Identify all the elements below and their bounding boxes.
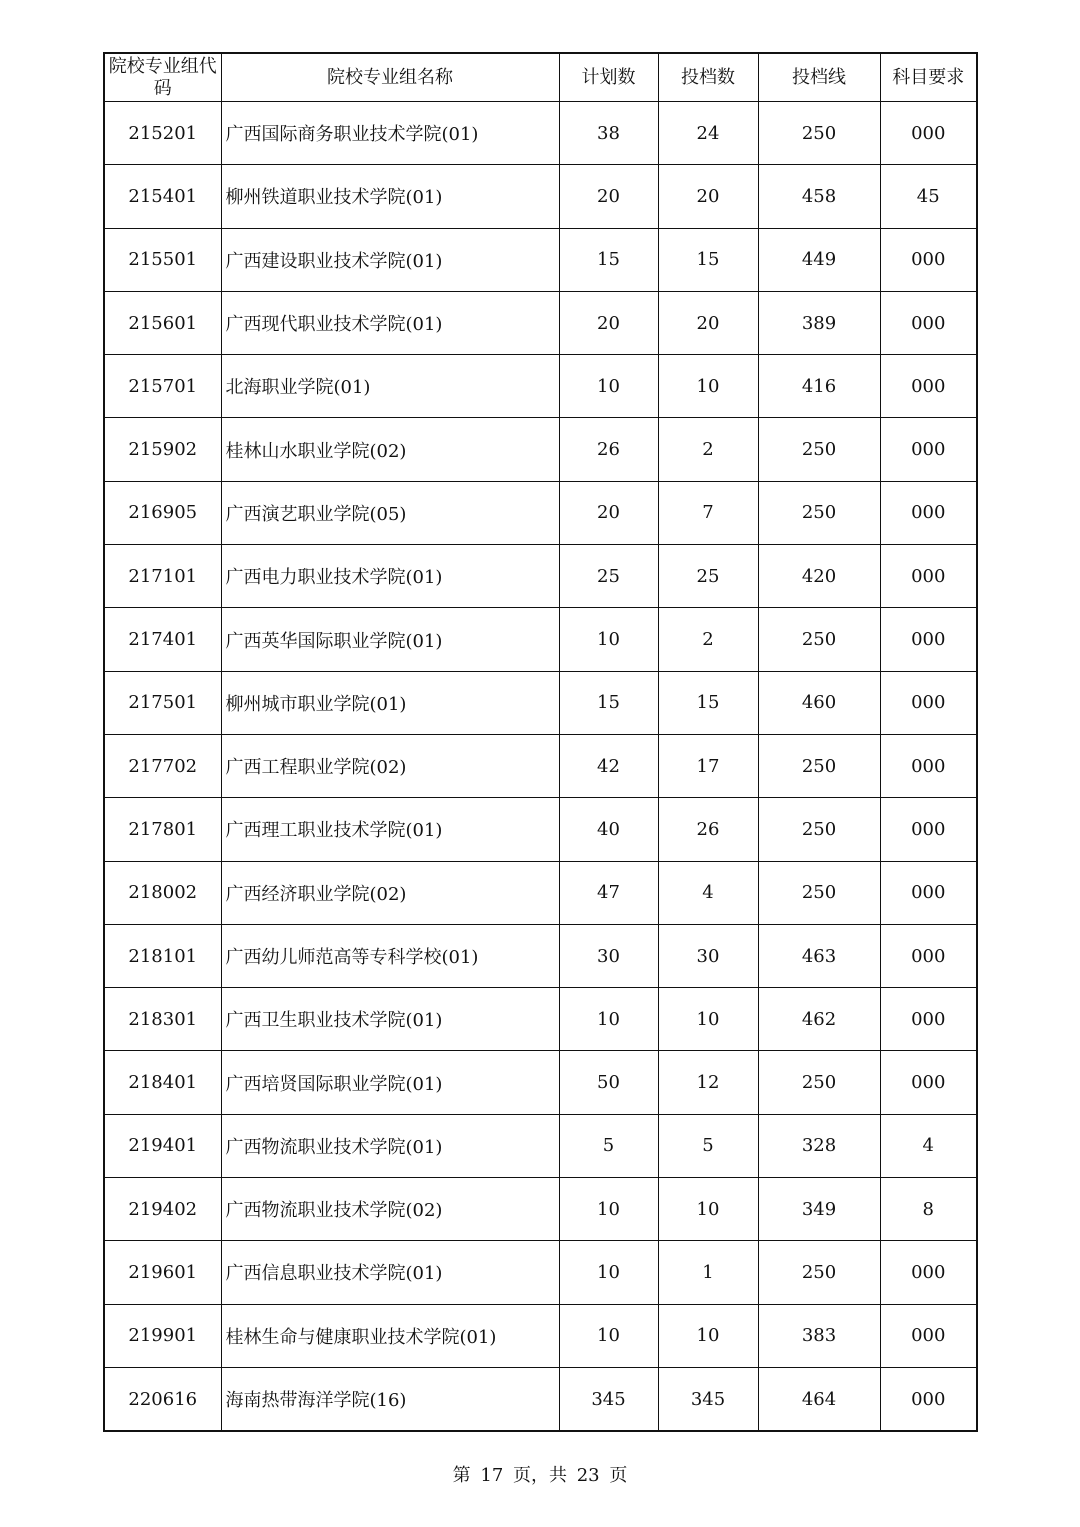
cell-cutoff-score: 250: [758, 608, 880, 671]
cell-cutoff-score: 250: [758, 102, 880, 165]
table-row: [104, 291, 977, 354]
cell-group-code: 218301: [104, 988, 221, 1051]
cell-group-name: 广西英华国际职业学院(01): [221, 608, 559, 671]
cell-group-code: 215701: [104, 355, 221, 418]
cell-group-name: 广西国际商务职业技术学院(01): [221, 102, 559, 165]
cell-subject-req: 000: [880, 102, 977, 165]
cell-filed-count: 15: [658, 228, 758, 291]
cell-plan-count: 50: [559, 1051, 658, 1114]
table-row: [104, 861, 977, 924]
table-row: [104, 1178, 977, 1241]
cell-subject-req: 4: [880, 1114, 977, 1177]
cell-subject-req: 000: [880, 1367, 977, 1431]
cell-plan-count: 15: [559, 228, 658, 291]
header-group-code: 院校专业组代码: [104, 53, 221, 102]
cell-group-code: 219401: [104, 1114, 221, 1177]
cell-cutoff-score: 250: [758, 734, 880, 797]
cell-filed-count: 17: [658, 734, 758, 797]
cell-cutoff-score: 250: [758, 418, 880, 481]
table-row: [104, 924, 977, 987]
cell-subject-req: 45: [880, 165, 977, 228]
cell-group-name: 广西信息职业技术学院(01): [221, 1241, 559, 1304]
cell-plan-count: 5: [559, 1114, 658, 1177]
cell-group-code: 217702: [104, 734, 221, 797]
cell-plan-count: 10: [559, 608, 658, 671]
cell-group-code: 218002: [104, 861, 221, 924]
cell-group-name: 广西卫生职业技术学院(01): [221, 988, 559, 1051]
header-filed-count: 投档数: [658, 53, 758, 102]
cell-subject-req: 000: [880, 1304, 977, 1367]
cell-subject-req: 000: [880, 861, 977, 924]
cell-group-name: 柳州城市职业学院(01): [221, 671, 559, 734]
table-row: [104, 418, 977, 481]
header-cutoff-score: 投档线: [758, 53, 880, 102]
table-row: [104, 165, 977, 228]
cell-filed-count: 10: [658, 1178, 758, 1241]
cell-cutoff-score: 328: [758, 1114, 880, 1177]
table-row: [104, 671, 977, 734]
cell-subject-req: 000: [880, 1051, 977, 1114]
cell-plan-count: 10: [559, 988, 658, 1051]
cell-filed-count: 345: [658, 1367, 758, 1431]
cell-subject-req: 000: [880, 355, 977, 418]
table-row: [104, 1241, 977, 1304]
cell-group-code: 219402: [104, 1178, 221, 1241]
cell-subject-req: 8: [880, 1178, 977, 1241]
cell-group-code: 218101: [104, 924, 221, 987]
cell-group-name: 广西培贤国际职业学院(01): [221, 1051, 559, 1114]
cell-filed-count: 10: [658, 1304, 758, 1367]
cell-filed-count: 20: [658, 291, 758, 354]
cell-subject-req: 000: [880, 924, 977, 987]
table-row: [104, 545, 977, 608]
cell-plan-count: 10: [559, 1241, 658, 1304]
cell-filed-count: 4: [658, 861, 758, 924]
cell-group-name: 广西工程职业学院(02): [221, 734, 559, 797]
table-row: [104, 481, 977, 544]
cell-cutoff-score: 383: [758, 1304, 880, 1367]
table-row: [104, 1304, 977, 1367]
cell-group-code: 215501: [104, 228, 221, 291]
cell-plan-count: 30: [559, 924, 658, 987]
cell-filed-count: 2: [658, 418, 758, 481]
table-row: [104, 228, 977, 291]
cell-group-name: 柳州铁道职业技术学院(01): [221, 165, 559, 228]
cell-cutoff-score: 250: [758, 481, 880, 544]
cell-filed-count: 24: [658, 102, 758, 165]
cell-subject-req: 000: [880, 545, 977, 608]
cell-group-code: 219601: [104, 1241, 221, 1304]
cell-subject-req: 000: [880, 608, 977, 671]
table-row: [104, 734, 977, 797]
cell-group-code: 215201: [104, 102, 221, 165]
cell-group-name: 广西理工职业技术学院(01): [221, 798, 559, 861]
cell-cutoff-score: 349: [758, 1178, 880, 1241]
cell-cutoff-score: 416: [758, 355, 880, 418]
page-footer: 第 17 页，共 23 页: [452, 1465, 628, 1486]
cell-cutoff-score: 250: [758, 1241, 880, 1304]
cell-group-code: 216905: [104, 481, 221, 544]
cell-cutoff-score: 250: [758, 1051, 880, 1114]
cell-subject-req: 000: [880, 228, 977, 291]
cell-group-name: 北海职业学院(01): [221, 355, 559, 418]
cell-filed-count: 12: [658, 1051, 758, 1114]
cell-filed-count: 30: [658, 924, 758, 987]
header-subject-req: 科目要求: [880, 53, 977, 102]
cell-cutoff-score: 420: [758, 545, 880, 608]
cell-group-code: 215601: [104, 291, 221, 354]
table-row: [104, 355, 977, 418]
cell-filed-count: 25: [658, 545, 758, 608]
cell-filed-count: 15: [658, 671, 758, 734]
cell-subject-req: 000: [880, 481, 977, 544]
cell-plan-count: 47: [559, 861, 658, 924]
cell-plan-count: 20: [559, 291, 658, 354]
cell-cutoff-score: 389: [758, 291, 880, 354]
cell-plan-count: 345: [559, 1367, 658, 1431]
cell-group-code: 215401: [104, 165, 221, 228]
header-plan-count: 计划数: [559, 53, 658, 102]
cell-plan-count: 10: [559, 1304, 658, 1367]
cell-subject-req: 000: [880, 671, 977, 734]
table-header-row: [104, 53, 977, 102]
cell-group-code: 217801: [104, 798, 221, 861]
cell-subject-req: 000: [880, 734, 977, 797]
cell-group-code: 219901: [104, 1304, 221, 1367]
cell-group-name: 海南热带海洋学院(16): [221, 1367, 559, 1431]
cell-plan-count: 25: [559, 545, 658, 608]
cell-cutoff-score: 463: [758, 924, 880, 987]
cell-group-name: 广西幼儿师范高等专科学校(01): [221, 924, 559, 987]
table-row: [104, 1367, 977, 1431]
cell-group-name: 广西建设职业技术学院(01): [221, 228, 559, 291]
cell-subject-req: 000: [880, 418, 977, 481]
cell-cutoff-score: 458: [758, 165, 880, 228]
table-body: [104, 102, 977, 1432]
table-row: [104, 1114, 977, 1177]
cell-plan-count: 26: [559, 418, 658, 481]
cell-subject-req: 000: [880, 291, 977, 354]
table-row: [104, 988, 977, 1051]
cell-plan-count: 20: [559, 165, 658, 228]
cell-group-code: 220616: [104, 1367, 221, 1431]
cell-group-name: 广西物流职业技术学院(02): [221, 1178, 559, 1241]
header-group-name: 院校专业组名称: [221, 53, 559, 102]
cell-plan-count: 38: [559, 102, 658, 165]
cell-cutoff-score: 464: [758, 1367, 880, 1431]
cell-group-name: 广西物流职业技术学院(01): [221, 1114, 559, 1177]
cell-plan-count: 42: [559, 734, 658, 797]
cell-cutoff-score: 250: [758, 798, 880, 861]
cell-group-name: 广西经济职业学院(02): [221, 861, 559, 924]
cell-plan-count: 20: [559, 481, 658, 544]
cell-cutoff-score: 462: [758, 988, 880, 1051]
table-row: [104, 798, 977, 861]
cell-group-code: 217501: [104, 671, 221, 734]
cell-subject-req: 000: [880, 988, 977, 1051]
cell-filed-count: 1: [658, 1241, 758, 1304]
cell-filed-count: 2: [658, 608, 758, 671]
cell-group-code: 217101: [104, 545, 221, 608]
cell-subject-req: 000: [880, 798, 977, 861]
cell-cutoff-score: 449: [758, 228, 880, 291]
cell-group-name: 广西电力职业技术学院(01): [221, 545, 559, 608]
table-row: [104, 102, 977, 165]
cell-group-code: 217401: [104, 608, 221, 671]
cell-group-name: 广西演艺职业学院(05): [221, 481, 559, 544]
cell-group-name: 桂林生命与健康职业技术学院(01): [221, 1304, 559, 1367]
cell-filed-count: 5: [658, 1114, 758, 1177]
cell-group-name: 桂林山水职业学院(02): [221, 418, 559, 481]
cell-plan-count: 10: [559, 1178, 658, 1241]
cell-cutoff-score: 250: [758, 861, 880, 924]
cell-subject-req: 000: [880, 1241, 977, 1304]
admission-table: [103, 52, 978, 1432]
cell-plan-count: 40: [559, 798, 658, 861]
cell-group-name: 广西现代职业技术学院(01): [221, 291, 559, 354]
cell-filed-count: 10: [658, 355, 758, 418]
cell-group-code: 215902: [104, 418, 221, 481]
cell-filed-count: 10: [658, 988, 758, 1051]
cell-filed-count: 7: [658, 481, 758, 544]
cell-plan-count: 10: [559, 355, 658, 418]
cell-filed-count: 20: [658, 165, 758, 228]
table-row: [104, 1051, 977, 1114]
cell-filed-count: 26: [658, 798, 758, 861]
cell-group-code: 218401: [104, 1051, 221, 1114]
table-row: [104, 608, 977, 671]
cell-cutoff-score: 460: [758, 671, 880, 734]
cell-plan-count: 15: [559, 671, 658, 734]
